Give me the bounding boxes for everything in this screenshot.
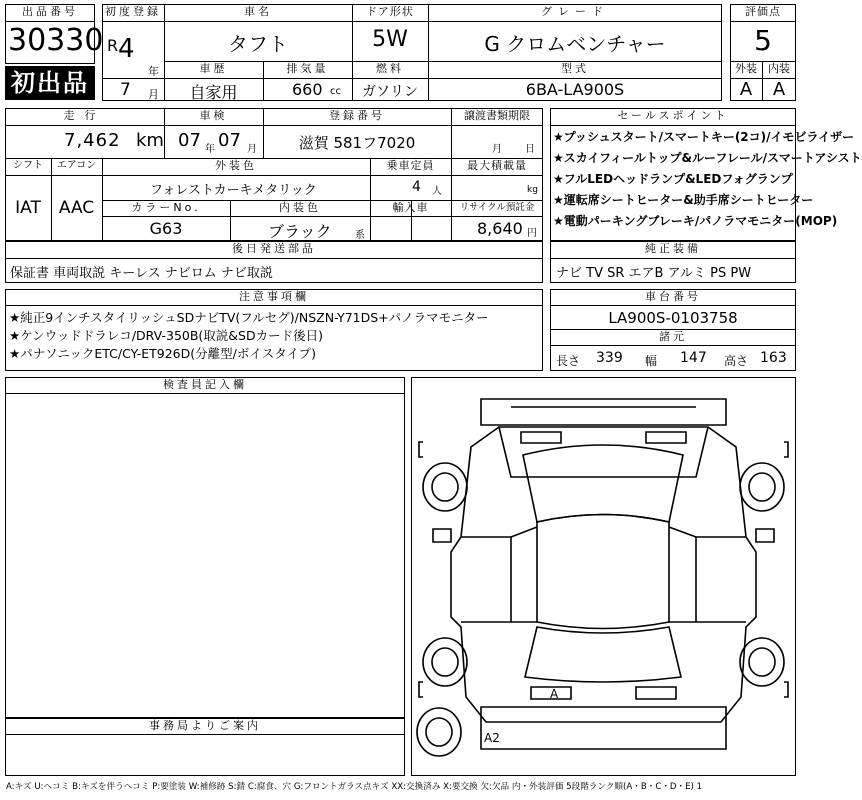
height-label: 高さ [724,354,749,368]
inspector-label: 検査員記入欄 [163,378,247,391]
later-parts-label: 後日発送部品 [232,242,316,255]
first-reg-era: R [107,36,119,55]
interior-color-label: 内装色 [279,201,321,214]
inspector-box [5,377,405,718]
sales-point-item: ★フルLEDヘッドランプ&LEDフォグランプ [553,172,793,186]
displacement-value: 660 [292,80,323,99]
recycle-value: 8,640 [477,219,523,238]
inspection-year: 07 [178,130,201,151]
note-item: ★ケンウッドドラレコ/DRV-350B(取説&SDカード後日) [9,328,323,343]
sales-points-label: セールスポイント [617,109,729,122]
color-no-value: G63 [149,219,183,238]
car-name-value: タフト [228,32,288,56]
later-parts-value: 保証書 車両取説 キーレス ナビロム ナビ取説 [10,266,273,281]
capacity-unit: 人 [432,186,442,197]
lot-number: 30330 [8,23,104,58]
mileage-value: 7,462 [64,130,121,151]
int-score-label: 内装 [768,62,790,75]
shift-value: IAT [15,198,41,218]
ext-score-label: 外装 [735,62,757,75]
length-value: 339 [596,350,623,366]
transfer-month-unit: 月 [492,144,502,155]
model-value: 6BA-LA900S [525,80,625,99]
ac-label: エアコン [56,160,97,171]
first-reg-month: 7 [120,80,131,100]
door-label: ドア形状 [366,5,414,18]
inspection-year-unit: 年 [205,144,215,155]
transfer-label: 譲渡書類期限 [464,109,530,122]
height-value: 163 [760,350,787,366]
width-label: 幅 [645,354,658,368]
history-value: 自家用 [189,83,238,102]
car-diagram [411,377,796,776]
specs-label: 諸元 [659,330,687,343]
model-label: 型式 [561,62,589,75]
sales-point-item: ★スカイフィールトップ&ルーフレール/スマートアシスト [553,151,862,165]
score-label: 評価点 [745,5,781,18]
first-reg-label: 初度登録 [105,5,161,18]
mileage-label: 走行 [63,109,106,122]
damage-mark-rear: A2 [484,731,500,745]
door-value: 5W [372,27,408,52]
mileage-unit: km [136,130,164,151]
chassis-value: LA900S-0103758 [608,309,738,327]
inspection-month: 07 [218,130,241,151]
grade-value: G クロムベンチャー [484,32,666,56]
max-load-unit: kg [527,185,538,195]
displacement-label: 排気量 [286,62,329,75]
car-name-label: 車名 [244,5,272,18]
exterior-color-label: 外装色 [215,159,257,172]
first-reg-year: 4 [118,34,135,64]
history-label: 車歴 [199,62,228,75]
lot-label: 出品番号 [22,5,78,18]
note-item: ★パナソニックETC/CY-ET926D(分離型/ボイスタイプ) [9,346,316,361]
exterior-color-value: フォレストカーキメタリック [150,183,317,198]
max-load-label: 最大積載量 [467,159,527,172]
displacement-unit: cc [330,86,341,97]
interior-color-suffix: 系 [355,230,365,241]
chassis-label: 車台番号 [645,290,701,303]
length-label: 長さ [556,354,581,368]
inspection-month-unit: 月 [247,144,257,155]
score-value: 5 [754,24,772,57]
recycle-unit: 円 [527,228,537,239]
sales-point-item: ★電動パーキングブレーキ/パノラマモニター(MOP) [553,214,838,228]
color-no-label: カラーNo. [131,201,201,214]
capacity-label: 乗車定員 [386,159,435,172]
import-label: 輸入車 [392,201,429,214]
int-score-value: A [772,79,786,100]
capacity-value: 4 [412,179,421,195]
genuine-label: 純正装備 [645,242,701,255]
note-item: ★純正9インチスタイリッシュSDナビTV(フルセグ)/NSZN-Y71DS+パノラマモニター [9,310,489,325]
sales-point-item: ★運転席シートヒーター&助手席シートヒーター [553,193,814,207]
ext-score-value: A [739,79,753,100]
grade-label: グレード [541,5,609,18]
notes-list [9,309,489,363]
transfer-day-unit: 日 [525,144,535,155]
sales-point-item: ★プッシュスタート/スマートキー(2コ)/イモビライザー [553,130,855,144]
legend-text: A:キズ U:ヘコミ B:キズを伴うヘコミ P:要塗装 W:補修跡 S:錆 C:腐食、穴 G:フロントガラス点キズ XX:交換済み X:要交換 欠:欠品 内・外装評価 5段階ランク順(A・B・C・D・E) 1 [6,782,703,792]
width-value: 147 [680,350,707,366]
reg-no-value: 滋賀 581フ7020 [298,134,416,152]
first-reg-month-unit: 月 [148,88,159,101]
genuine-value: ナビ TV SR エアB アルミ PS PW [556,266,752,281]
fuel-value: ガソリン [362,84,418,100]
shift-label: シフト [13,160,43,171]
notes-label: 注意事項欄 [239,290,309,303]
first-listing-badge: 初出品 [5,66,95,100]
interior-color-value: ブラック [268,222,332,241]
inspection-label: 車検 [199,109,228,122]
fuel-label: 燃料 [376,62,404,75]
sales-points-list [553,127,862,232]
damage-mark-front: A [550,687,559,701]
recycle-label: リサイクル預託金 [459,202,535,213]
office-label: 事務局よりご案内 [149,719,261,732]
ac-value: AAC [58,198,95,218]
reg-no-label: 登録番号 [329,109,385,122]
first-reg-year-unit: 年 [148,65,159,78]
